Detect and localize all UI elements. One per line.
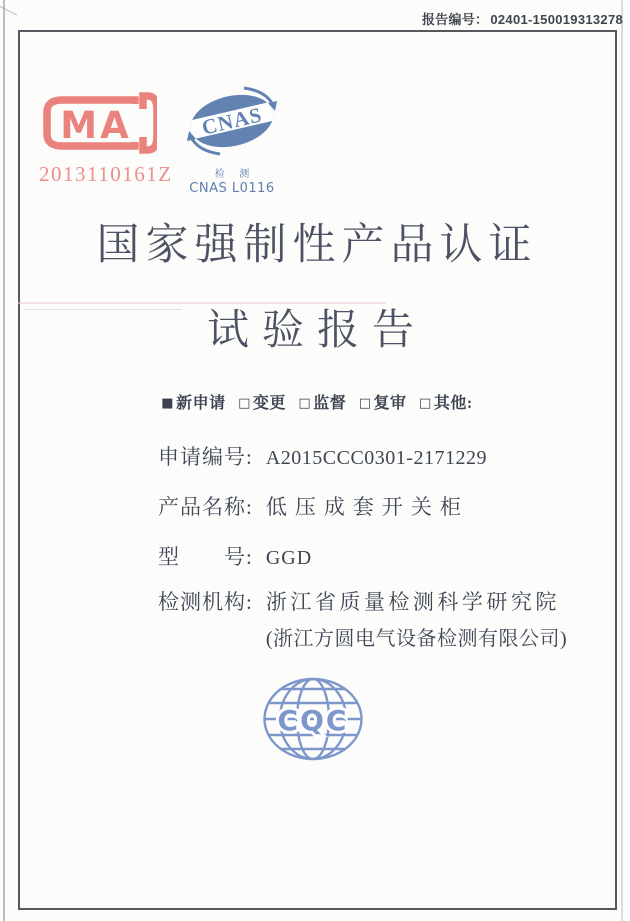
field-test-agency <box>158 586 567 651</box>
cnas-logo-icon <box>180 84 284 158</box>
cnas-accreditation-number: CNAS L0116 <box>189 181 275 196</box>
apptype-label-review: 复审 <box>373 395 407 412</box>
field-test-agency-label: 检测机构: <box>158 590 253 614</box>
field-test-agency-values <box>266 586 567 651</box>
field-application-number-label: 申请编号: <box>158 445 253 469</box>
apptype-item-change <box>238 395 286 412</box>
cma-letters: MA <box>60 104 132 147</box>
field-test-agency-value2: (浙江方圆电气设备检测有限公司) <box>265 628 568 650</box>
apptype-label-supervision: 监督 <box>313 395 347 412</box>
application-type-row <box>20 390 614 413</box>
apptype-item-review <box>359 395 407 412</box>
cqc-letters: CQC <box>277 704 349 737</box>
scan-edge-right <box>621 0 623 921</box>
cma-logo-icon <box>39 92 157 154</box>
apptype-item-other <box>419 395 473 412</box>
field-product-name-value: 低压成套开关柜 <box>265 495 469 519</box>
cqc-logo-icon <box>262 676 364 762</box>
cqc-stamp <box>262 676 364 767</box>
apptype-label-other: 其他: <box>433 395 473 412</box>
cma-stamp <box>39 92 179 187</box>
document-subtitle: 试验报告 <box>206 308 427 354</box>
apptype-label-change: 变更 <box>252 395 286 412</box>
checkbox-unchecked-icon: □ <box>419 396 432 411</box>
field-product-name-label: 产品名称: <box>158 495 253 519</box>
field-model <box>158 541 312 571</box>
checkbox-checked-icon: ■ <box>161 396 175 411</box>
field-test-agency-value: 浙江省质量检测科学研究院 <box>265 590 560 614</box>
checkbox-unchecked-icon: □ <box>298 396 312 411</box>
checkbox-unchecked-icon: □ <box>358 396 372 411</box>
apptype-label-new: 新申请 <box>176 395 226 412</box>
field-application-number-value: A2015CCC0301-2171229 <box>265 447 487 469</box>
checkbox-unchecked-icon: □ <box>238 396 251 411</box>
report-number <box>422 9 623 28</box>
scan-line-artifact-pink <box>18 302 386 304</box>
report-number-value: 02401-150019313278 <box>490 12 623 27</box>
apptype-item-supervision <box>298 395 346 412</box>
report-number-label: 报告编号： <box>421 12 489 27</box>
cnas-stamp <box>178 84 286 196</box>
cma-accreditation-code: 2013110161Z <box>39 162 173 186</box>
field-model-value: GGD <box>265 547 313 569</box>
cnas-letters: CNAS <box>199 102 265 140</box>
field-application-number <box>158 441 487 471</box>
document-title: 国家强制性产品认证 <box>96 222 538 269</box>
apptype-item-new <box>161 395 225 412</box>
scan-edge-left <box>3 0 5 921</box>
cnas-caption: 检 测 <box>214 169 256 180</box>
field-model-label: 型 号: <box>158 545 253 569</box>
field-product-name <box>158 491 469 521</box>
